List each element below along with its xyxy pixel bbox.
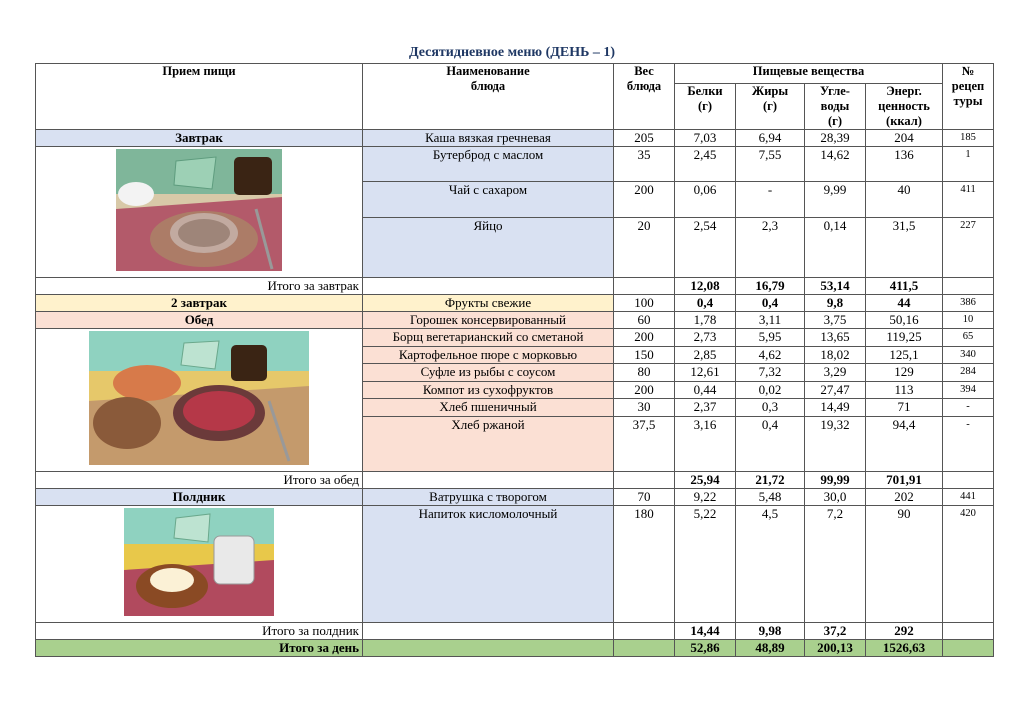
dish-name: Чай с сахаром bbox=[363, 182, 614, 217]
total-fat: 21,72 bbox=[736, 472, 805, 489]
dish-recipe: 65 bbox=[943, 329, 994, 347]
dish-name: Яйцо bbox=[363, 217, 614, 277]
snack-photo-cell bbox=[36, 506, 363, 623]
dish-protein: 3,16 bbox=[675, 417, 736, 472]
dish-fat: 2,3 bbox=[736, 217, 805, 277]
day-total-protein: 52,86 bbox=[675, 640, 736, 657]
dish-protein: 2,73 bbox=[675, 329, 736, 347]
header-weight: Вес блюда bbox=[614, 64, 675, 130]
dish-weight: 200 bbox=[614, 381, 675, 399]
dish-recipe: 284 bbox=[943, 364, 994, 382]
dish-carbs: 18,02 bbox=[805, 346, 866, 364]
dish-protein: 7,03 bbox=[675, 130, 736, 147]
dish-name: Хлеб ржаной bbox=[363, 417, 614, 472]
day-total-fat: 48,89 bbox=[736, 640, 805, 657]
dish-energy: 40 bbox=[866, 182, 943, 217]
dish-protein: 0,06 bbox=[675, 182, 736, 217]
dish-weight: 60 bbox=[614, 312, 675, 329]
lunch-photo-cell bbox=[36, 329, 363, 472]
dish-fat: 0,4 bbox=[736, 417, 805, 472]
dish-fat: 5,95 bbox=[736, 329, 805, 347]
dish-carbs: 0,14 bbox=[805, 217, 866, 277]
dish-name: Фрукты свежие bbox=[363, 295, 614, 312]
dish-fat: 0,4 bbox=[736, 295, 805, 312]
dish-carbs: 9,99 bbox=[805, 182, 866, 217]
dish-protein: 9,22 bbox=[675, 489, 736, 506]
breakfast-photo-cell bbox=[36, 147, 363, 278]
dish-weight: 150 bbox=[614, 346, 675, 364]
header-dish: Наименование блюда bbox=[363, 64, 614, 130]
lunch-total-row bbox=[36, 472, 994, 489]
dish-energy: 202 bbox=[866, 489, 943, 506]
dish-energy: 125,1 bbox=[866, 346, 943, 364]
dish-protein: 0,4 bbox=[675, 295, 736, 312]
dish-recipe: 394 bbox=[943, 381, 994, 399]
dish-name: Горошек консервированный bbox=[363, 312, 614, 329]
total-carbs: 99,99 bbox=[805, 472, 866, 489]
table-row bbox=[36, 506, 994, 623]
dish-name: Напиток кисломолочный bbox=[363, 506, 614, 623]
meal-label-lunch: Обед bbox=[36, 312, 363, 329]
table-row bbox=[36, 489, 994, 506]
dish-fat: 4,62 bbox=[736, 346, 805, 364]
dish-weight: 100 bbox=[614, 295, 675, 312]
total-label: Итого за завтрак bbox=[36, 278, 363, 295]
meal-label-second-breakfast: 2 завтрак bbox=[36, 295, 363, 312]
dish-recipe: 227 bbox=[943, 217, 994, 277]
dish-carbs: 14,49 bbox=[805, 399, 866, 417]
dish-energy: 50,16 bbox=[866, 312, 943, 329]
header-recipe: № рецеп туры bbox=[943, 64, 994, 130]
dish-recipe: 386 bbox=[943, 295, 994, 312]
snack-total-row bbox=[36, 623, 994, 640]
dish-name: Каша вязкая гречневая bbox=[363, 130, 614, 147]
dish-recipe: - bbox=[943, 417, 994, 472]
dish-recipe: 441 bbox=[943, 489, 994, 506]
total-energy: 411,5 bbox=[866, 278, 943, 295]
day-total-carbs: 200,13 bbox=[805, 640, 866, 657]
snack-food-photo bbox=[124, 508, 274, 616]
table-row bbox=[36, 130, 994, 147]
dish-recipe: 10 bbox=[943, 312, 994, 329]
dish-weight: 20 bbox=[614, 217, 675, 277]
dish-protein: 2,45 bbox=[675, 147, 736, 182]
total-fat: 16,79 bbox=[736, 278, 805, 295]
lunch-food-photo bbox=[89, 331, 309, 465]
dish-protein: 0,44 bbox=[675, 381, 736, 399]
dish-energy: 90 bbox=[866, 506, 943, 623]
total-protein: 12,08 bbox=[675, 278, 736, 295]
dish-carbs: 13,65 bbox=[805, 329, 866, 347]
day-total-energy: 1526,63 bbox=[866, 640, 943, 657]
breakfast-food-photo bbox=[116, 149, 282, 271]
dish-weight: 37,5 bbox=[614, 417, 675, 472]
dish-name: Хлеб пшеничный bbox=[363, 399, 614, 417]
dish-weight: 200 bbox=[614, 329, 675, 347]
dish-name: Борщ вегетарианский со сметаной bbox=[363, 329, 614, 347]
total-fat: 9,98 bbox=[736, 623, 805, 640]
dish-fat: 6,94 bbox=[736, 130, 805, 147]
header-fat: Жиры (г) bbox=[736, 84, 805, 130]
day-total-label: Итого за день bbox=[36, 640, 363, 657]
dish-carbs: 30,0 bbox=[805, 489, 866, 506]
total-protein: 25,94 bbox=[675, 472, 736, 489]
dish-carbs: 3,29 bbox=[805, 364, 866, 382]
dish-name: Бутерброд с маслом bbox=[363, 147, 614, 182]
dish-energy: 119,25 bbox=[866, 329, 943, 347]
dish-fat: 7,55 bbox=[736, 147, 805, 182]
header-energy: Энерг. ценность (ккал) bbox=[866, 84, 943, 130]
dish-protein: 5,22 bbox=[675, 506, 736, 623]
total-carbs: 53,14 bbox=[805, 278, 866, 295]
dish-energy: 136 bbox=[866, 147, 943, 182]
meal-label-snack: Полдник bbox=[36, 489, 363, 506]
total-protein: 14,44 bbox=[675, 623, 736, 640]
dish-recipe: - bbox=[943, 399, 994, 417]
dish-recipe: 1 bbox=[943, 147, 994, 182]
dish-energy: 44 bbox=[866, 295, 943, 312]
dish-weight: 30 bbox=[614, 399, 675, 417]
dish-fat: 5,48 bbox=[736, 489, 805, 506]
dish-carbs: 19,32 bbox=[805, 417, 866, 472]
total-energy: 701,91 bbox=[866, 472, 943, 489]
dish-weight: 35 bbox=[614, 147, 675, 182]
dish-protein: 2,85 bbox=[675, 346, 736, 364]
dish-weight: 80 bbox=[614, 364, 675, 382]
dish-fat: 0,02 bbox=[736, 381, 805, 399]
dish-name: Компот из сухофруктов bbox=[363, 381, 614, 399]
day-total-row bbox=[36, 640, 994, 657]
table-row bbox=[36, 329, 994, 347]
dish-fat: 3,11 bbox=[736, 312, 805, 329]
dish-fat: 7,32 bbox=[736, 364, 805, 382]
dish-recipe: 185 bbox=[943, 130, 994, 147]
table-row bbox=[36, 312, 994, 329]
header-meal: Прием пищи bbox=[36, 64, 363, 130]
dish-fat: 0,3 bbox=[736, 399, 805, 417]
dish-weight: 180 bbox=[614, 506, 675, 623]
dish-carbs: 7,2 bbox=[805, 506, 866, 623]
table-row bbox=[36, 295, 994, 312]
dish-fat: - bbox=[736, 182, 805, 217]
total-label: Итого за полдник bbox=[36, 623, 363, 640]
header-carbs: Угле- воды (г) bbox=[805, 84, 866, 130]
dish-recipe: 420 bbox=[943, 506, 994, 623]
dish-energy: 129 bbox=[866, 364, 943, 382]
header-nutrients: Пищевые вещества bbox=[675, 64, 943, 84]
page-title: Десятидневное меню (ДЕНЬ – 1) bbox=[408, 45, 616, 60]
dish-recipe: 411 bbox=[943, 182, 994, 217]
dish-weight: 70 bbox=[614, 489, 675, 506]
dish-energy: 31,5 bbox=[866, 217, 943, 277]
total-carbs: 37,2 bbox=[805, 623, 866, 640]
header-row bbox=[36, 64, 994, 84]
meal-label-breakfast: Завтрак bbox=[36, 130, 363, 147]
dish-protein: 2,37 bbox=[675, 399, 736, 417]
dish-carbs: 28,39 bbox=[805, 130, 866, 147]
dish-name: Суфле из рыбы с соусом bbox=[363, 364, 614, 382]
dish-carbs: 14,62 bbox=[805, 147, 866, 182]
dish-name: Ватрушка с творогом bbox=[363, 489, 614, 506]
table-row bbox=[36, 147, 994, 182]
header-protein: Белки (г) bbox=[675, 84, 736, 130]
menu-table bbox=[35, 63, 994, 657]
dish-energy: 71 bbox=[866, 399, 943, 417]
dish-protein: 2,54 bbox=[675, 217, 736, 277]
total-energy: 292 bbox=[866, 623, 943, 640]
dish-protein: 12,61 bbox=[675, 364, 736, 382]
dish-carbs: 9,8 bbox=[805, 295, 866, 312]
dish-carbs: 27,47 bbox=[805, 381, 866, 399]
dish-name: Картофельное пюре с морковью bbox=[363, 346, 614, 364]
dish-weight: 205 bbox=[614, 130, 675, 147]
dish-fat: 4,5 bbox=[736, 506, 805, 623]
dish-energy: 94,4 bbox=[866, 417, 943, 472]
dish-protein: 1,78 bbox=[675, 312, 736, 329]
dish-energy: 204 bbox=[866, 130, 943, 147]
dish-energy: 113 bbox=[866, 381, 943, 399]
breakfast-total-row bbox=[36, 278, 994, 295]
dish-carbs: 3,75 bbox=[805, 312, 866, 329]
dish-recipe: 340 bbox=[943, 346, 994, 364]
total-label: Итого за обед bbox=[36, 472, 363, 489]
dish-weight: 200 bbox=[614, 182, 675, 217]
